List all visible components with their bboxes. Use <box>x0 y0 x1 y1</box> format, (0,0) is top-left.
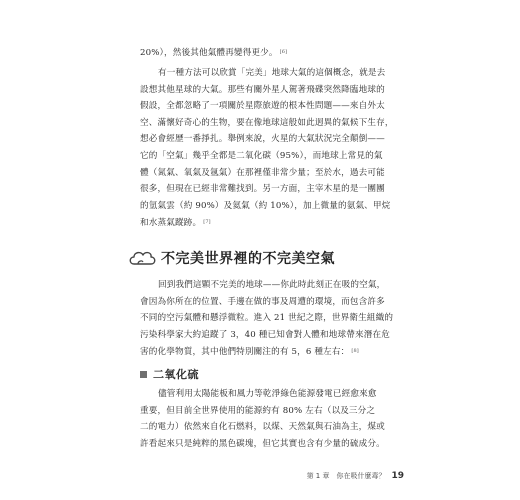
paragraph-4 <box>140 386 412 452</box>
cloud-icon <box>128 247 158 269</box>
paragraph-line: 空、滿懷好奇心的生物，要在像地球這般如此迥異的氣候下生存， <box>140 117 394 128</box>
paragraph-2 <box>140 65 412 232</box>
paragraph-line: 體（氮氣、氧氣及氬氣）在那裡僅非常少量；至於水，過去可能 <box>140 167 385 178</box>
paragraph-line: 的氫氣雲（約 90%）及氦氣（約 10%），加上微量的氨氣、甲烷 <box>140 200 391 211</box>
paragraph-line: 和水蒸氣蹤跡。 [7] <box>140 218 211 229</box>
paragraph-line: 害的化學物質，其中他們特別關注的有 5，6 種左右： [8] <box>140 347 359 358</box>
paragraph-line: 二的電力）依然來自化石燃料，以煤、天然氣與石油為主，煤或 <box>140 422 385 433</box>
paragraph-3 <box>140 277 412 361</box>
paragraph-line: 回到我們這顆不完美的地球——你此時此刻正在吸的空氣， <box>158 280 386 290</box>
paragraph-line: 儘管利用太陽能板和風力等乾淨綠色能源發電已經愈來愈 <box>158 389 377 399</box>
subsection-title: 二氧化硫 <box>153 368 199 381</box>
page-number: 19 <box>391 471 404 481</box>
paragraph-line: 不同的空污氣體和懸浮微粒。進入 21 世紀之際，世界衛生組織的 <box>140 313 394 324</box>
paragraph-line: 假設，全都忽略了一項關於星際旅遊的根本性問題——來自外太 <box>140 101 385 112</box>
paragraph-line: 想必會經歷一番掙扎。舉例來說，火星的大氣狀況完全顛倒—— <box>140 134 385 145</box>
paragraph-line: 設想其他星球的大氣。那些有關外星人駕著飛碟突然降臨地球的 <box>140 84 385 95</box>
chapter-label: 第 1 章 你在吸什麼毒？ <box>306 472 386 480</box>
subsection-heading <box>140 366 199 382</box>
paragraph-line: 很多，但現在已經非常難找到。另一方面，主宰木星的是一團團 <box>140 184 385 195</box>
reference-note: [8] <box>351 348 359 355</box>
section-title: 不完美世界裡的不完美空氣 <box>161 251 335 267</box>
section-heading <box>128 247 412 269</box>
paragraph-line: 許看起來只是純粹的黑色碳塊，但它其實也含有少量的硫成分。 <box>140 438 385 449</box>
paragraph-line: 會因為你所在的位置、手邊在做的事及周遭的環境，而包含許多 <box>140 296 385 307</box>
reference-note: [7] <box>203 219 211 226</box>
paragraph-line: 它的「空氣」幾乎全都是二氧化碳（95%），而地球上常見的氣 <box>140 150 383 161</box>
page-footer <box>307 471 404 481</box>
reference-note: [6] <box>279 49 288 55</box>
paragraph-line: 20%），然後其他氣體再變得更少。 [6] <box>140 48 288 58</box>
square-bullet-icon <box>140 371 147 378</box>
paragraph-1 <box>140 44 412 62</box>
paragraph-line: 有一種方法可以欣賞「完美」地球大氣的這個概念，就是去 <box>158 68 386 78</box>
paragraph-line: 污染科學家大約追蹤了 3，40 種已知會對人體和地球帶來潛在危 <box>140 329 390 340</box>
paragraph-line: 重要，但目前全世界使用的能源約有 80% 左右（以及三分之 <box>140 405 376 416</box>
